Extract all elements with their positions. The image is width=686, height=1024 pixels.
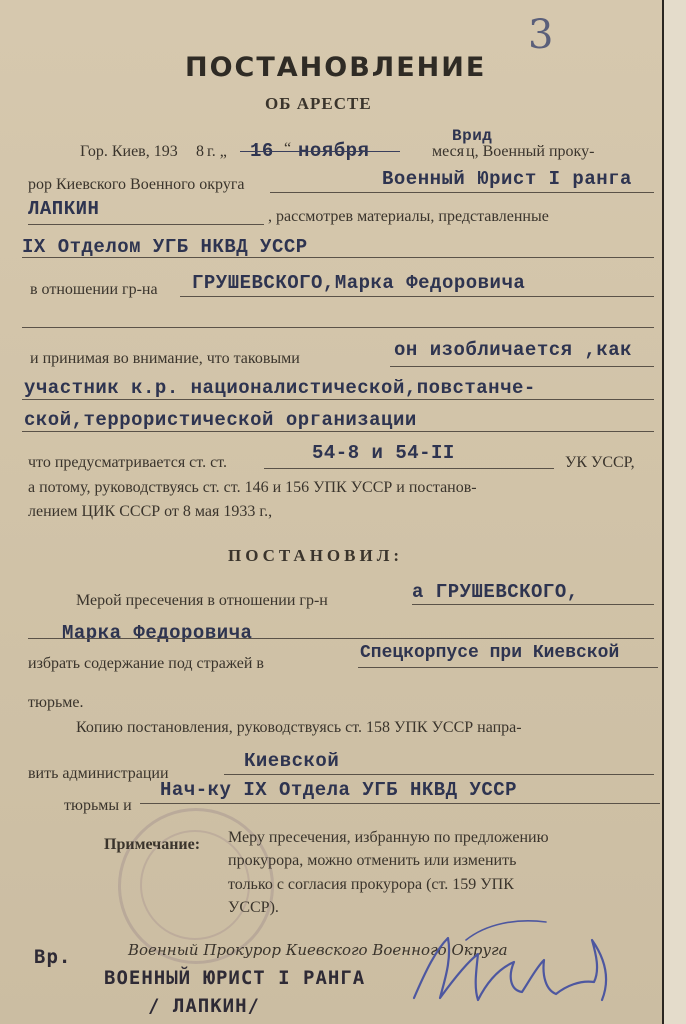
prosecutor-text: рор Киевского Военного округа xyxy=(28,176,245,193)
page-number: 3 xyxy=(528,12,554,58)
signature-position: Военный Прокурор Киевского Военного Округа xyxy=(128,941,508,959)
articles-rule xyxy=(264,468,554,469)
resolution-text: лением ЦИК СССР от 8 мая 1933 г., xyxy=(28,503,273,520)
note-line-1: Меру пресечения, избранную по предложению xyxy=(228,829,549,846)
prosecutor-name: ЛАПКИН xyxy=(28,198,100,220)
signature-rank: ВОЕННЫЙ ЮРИСТ I РАНГА xyxy=(104,967,366,989)
note-line-4: УССР). xyxy=(228,899,279,916)
measure-text: Мерой пресечения в отношении гр-н xyxy=(76,592,328,609)
regarding-label: в отношении гр-на xyxy=(30,281,158,298)
note-label: Примечание: xyxy=(104,836,201,853)
copy-text: Копию постановления, руководствуясь ст. 158 УПК УССР напра- xyxy=(76,719,522,736)
charge-line1: он изобличается ,как xyxy=(394,339,633,361)
charge-rule2 xyxy=(22,399,654,400)
measure-rule xyxy=(412,604,654,605)
accused-name: ГРУШЕВСКОГО,Марка Федоровича xyxy=(192,272,526,294)
recipient-rule xyxy=(140,803,660,804)
accused-rule xyxy=(180,296,654,297)
year-suffix: г. „ xyxy=(207,143,227,160)
handwritten-signature-icon xyxy=(396,910,626,1020)
guided-text: а потому, руководствуясь ст. ст. 146 и 156 УПК УССР и постанов- xyxy=(28,479,477,496)
month-label: меся xyxy=(432,143,465,160)
rank-rule xyxy=(270,192,654,193)
department-value: IX Отделом УГБ НКВД УССР xyxy=(22,236,308,258)
city-label: Гор. Киев, 193 xyxy=(80,143,178,160)
line1-tail: ц, Военный проку- xyxy=(466,143,595,160)
charge-line2: участник к.р. националистической,повстанче- xyxy=(24,377,536,399)
custody-text: избрать содержание под стражей в xyxy=(28,655,264,672)
note-line-3: только с согласия прокурора (ст. 159 УПК xyxy=(228,876,514,893)
quote-close: “ xyxy=(284,140,292,157)
blank-rule xyxy=(22,327,654,328)
measure-rule2 xyxy=(28,638,654,639)
resolved-heading: ПОСТАНОВИЛ: xyxy=(228,546,404,565)
line3-text: , рассмотрев материалы, представленные xyxy=(268,208,549,225)
administration-rule xyxy=(224,774,654,775)
measure-name: а ГРУШЕВСКОГО, xyxy=(412,581,579,603)
articles-text: что предусматривается ст. ст. xyxy=(28,454,227,471)
measure-name2: Марка Федоровича xyxy=(62,622,253,644)
criminal-code: УК УССР, xyxy=(565,454,635,471)
name-rule xyxy=(28,224,264,225)
day-value: 16 xyxy=(250,140,274,162)
custody-rule xyxy=(358,667,658,668)
charge-rule3 xyxy=(22,431,654,432)
custody-place: Спецкорпусе при Киевской xyxy=(360,643,620,663)
department-rule xyxy=(22,257,654,258)
articles-value: 54-8 и 54-II xyxy=(312,442,455,464)
administration-text: вить администрации xyxy=(28,765,169,782)
document-title: ПОСТАНОВЛЕНИЕ xyxy=(185,52,487,83)
charge-rule1 xyxy=(390,366,654,367)
month-value: ноября xyxy=(298,140,370,162)
rank-value: Военный Юрист I ранга xyxy=(382,168,632,190)
document-subtitle: ОБ АРЕСТЕ xyxy=(265,94,372,113)
strikethrough-date xyxy=(240,151,400,152)
considering-text: и принимая во внимание, что таковыми xyxy=(30,350,300,367)
prison-and-text: тюрьмы и xyxy=(64,797,132,814)
prison-text: тюрьме. xyxy=(28,694,84,711)
signature-prefix: Вр. xyxy=(34,946,72,968)
note-above: Врид xyxy=(452,127,493,145)
page-edge xyxy=(662,0,686,1024)
charge-line3: ской,террористической организации xyxy=(24,409,417,431)
administration-value: Киевской xyxy=(244,750,340,772)
recipient-value: Нач-ку IX Отдела УГБ НКВД УССР xyxy=(160,779,518,801)
note-line-2: прокурора, можно отменить или изменить xyxy=(228,852,517,869)
year-digit: 8 xyxy=(196,143,204,160)
signature-name: / ЛАПКИН/ xyxy=(148,995,260,1017)
